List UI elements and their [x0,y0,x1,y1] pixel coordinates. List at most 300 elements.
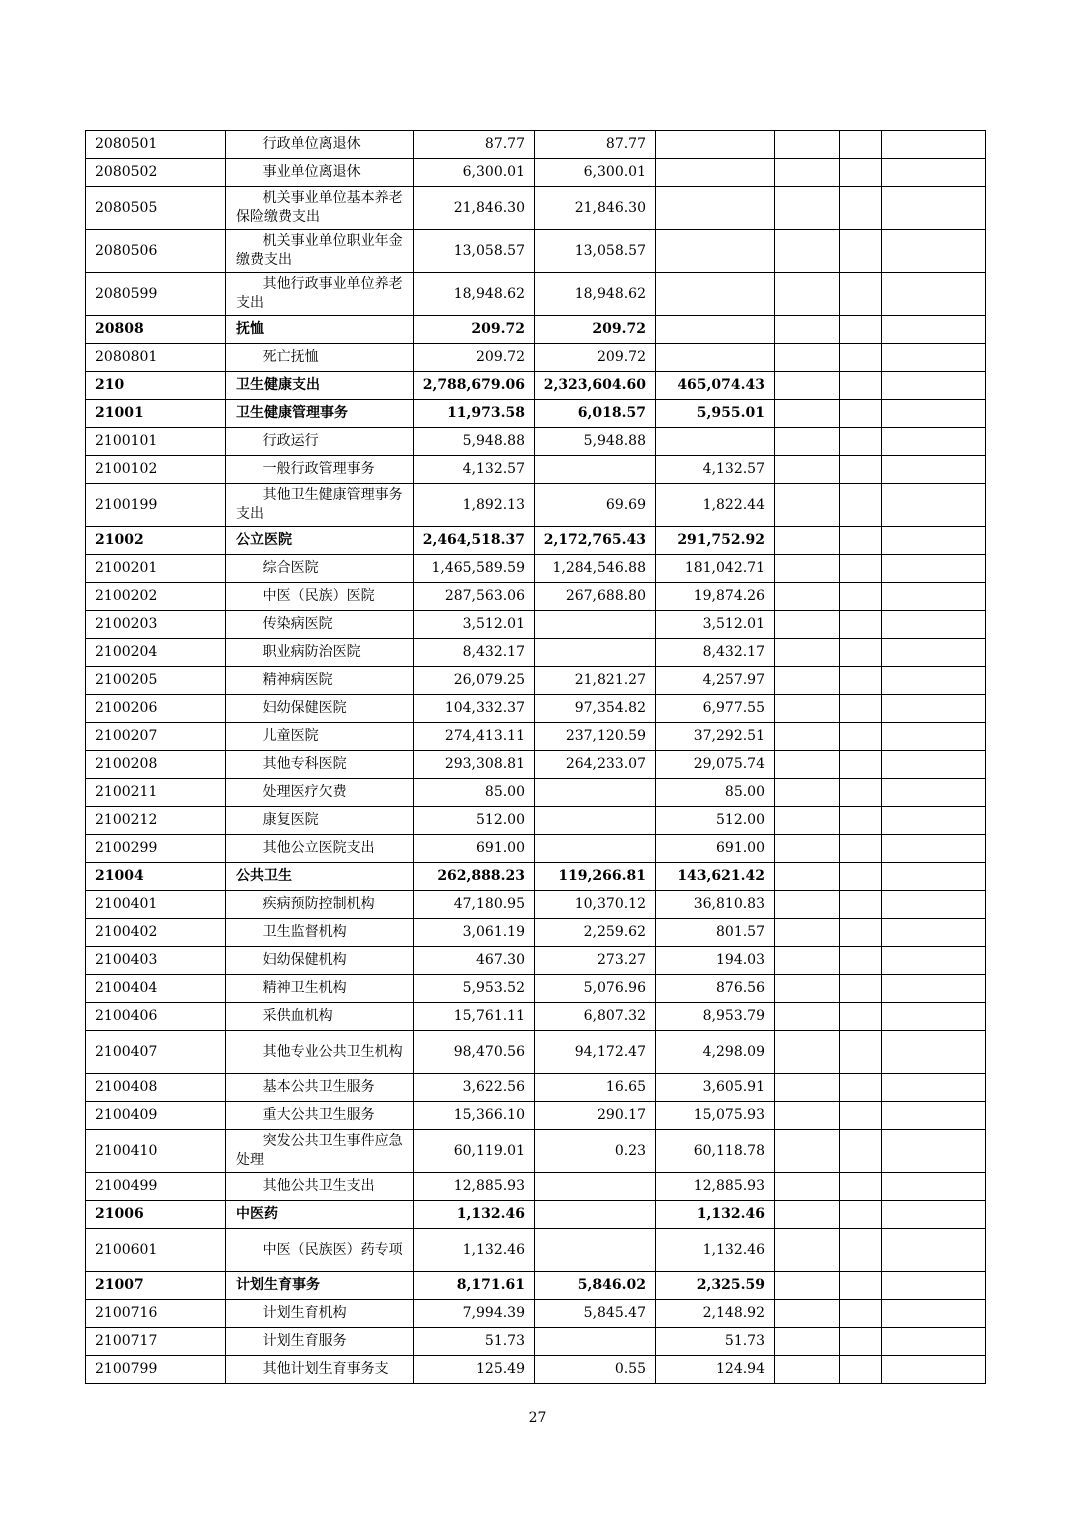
cell-empty [882,527,986,555]
cell-basic-expenditure: 5,846.02 [535,1272,656,1300]
cell-project-expenditure: 36,810.83 [656,891,775,919]
cell-code: 2100406 [86,1003,226,1031]
cell-project-expenditure: 291,752.92 [656,527,775,555]
cell-empty [840,273,882,316]
cell-name: 中医（民族）医院 [226,583,414,611]
cell-empty [882,316,986,344]
cell-basic-expenditure: 267,688.80 [535,583,656,611]
cell-project-expenditure: 2,325.59 [656,1272,775,1300]
cell-total: 47,180.95 [414,891,535,919]
cell-name: 其他专业公共卫生机构 [226,1031,414,1074]
table-row [86,975,986,1003]
cell-code: 2100407 [86,1031,226,1074]
cell-basic-expenditure: 1,284,546.88 [535,555,656,583]
cell-empty [775,751,840,779]
cell-project-expenditure: 37,292.51 [656,723,775,751]
cell-empty [775,1328,840,1356]
cell-empty [882,807,986,835]
cell-code: 2100716 [86,1300,226,1328]
cell-name: 机关事业单位基本养老保险缴费支出 [226,187,414,230]
cell-empty [882,1173,986,1201]
cell-name: 基本公共卫生服务 [226,1074,414,1102]
cell-code: 2100409 [86,1102,226,1130]
cell-project-expenditure: 12,885.93 [656,1173,775,1201]
cell-code: 210 [86,372,226,400]
cell-total: 125.49 [414,1356,535,1384]
cell-empty [882,1003,986,1031]
table-row-category [86,1272,986,1300]
cell-empty [882,131,986,159]
cell-code: 2100204 [86,639,226,667]
cell-code: 2100410 [86,1130,226,1173]
cell-total: 6,300.01 [414,159,535,187]
cell-empty [882,583,986,611]
cell-project-expenditure: 8,432.17 [656,639,775,667]
cell-project-expenditure [656,131,775,159]
cell-empty [882,863,986,891]
cell-empty [840,583,882,611]
cell-name: 采供血机构 [226,1003,414,1031]
cell-name: 其他行政事业单位养老支出 [226,273,414,316]
cell-total: 60,119.01 [414,1130,535,1173]
cell-name: 一般行政管理事务 [226,456,414,484]
cell-basic-expenditure: 264,233.07 [535,751,656,779]
cell-total: 287,563.06 [414,583,535,611]
cell-empty [775,891,840,919]
cell-empty [775,187,840,230]
cell-code: 2100208 [86,751,226,779]
cell-basic-expenditure: 209.72 [535,344,656,372]
table-row [86,583,986,611]
cell-basic-expenditure: 6,807.32 [535,1003,656,1031]
cell-total: 15,366.10 [414,1102,535,1130]
cell-name: 公立医院 [226,527,414,555]
cell-empty [840,1272,882,1300]
cell-basic-expenditure [535,639,656,667]
table-row [86,1300,986,1328]
cell-empty [882,400,986,428]
cell-empty [840,723,882,751]
cell-basic-expenditure: 16.65 [535,1074,656,1102]
cell-basic-expenditure: 94,172.47 [535,1031,656,1074]
cell-empty [775,159,840,187]
cell-empty [775,428,840,456]
cell-empty [840,779,882,807]
cell-empty [775,1003,840,1031]
cell-code: 2100717 [86,1328,226,1356]
cell-empty [840,1102,882,1130]
cell-basic-expenditure [535,779,656,807]
cell-name: 其他卫生健康管理事务支出 [226,484,414,527]
table-row [86,484,986,527]
cell-empty [775,807,840,835]
cell-basic-expenditure: 0.55 [535,1356,656,1384]
cell-empty [840,863,882,891]
cell-empty [775,527,840,555]
cell-basic-expenditure [535,1173,656,1201]
cell-basic-expenditure: 87.77 [535,131,656,159]
table-row [86,230,986,273]
cell-code: 2100601 [86,1229,226,1272]
cell-name: 机关事业单位职业年金缴费支出 [226,230,414,273]
cell-code: 2100199 [86,484,226,527]
cell-project-expenditure: 5,955.01 [656,400,775,428]
cell-project-expenditure: 85.00 [656,779,775,807]
table-row [86,1130,986,1173]
cell-basic-expenditure: 273.27 [535,947,656,975]
cell-empty [840,1003,882,1031]
cell-empty [882,159,986,187]
cell-total: 3,622.56 [414,1074,535,1102]
cell-basic-expenditure: 290.17 [535,1102,656,1130]
cell-name: 处理医疗欠费 [226,779,414,807]
cell-total: 2,788,679.06 [414,372,535,400]
table-body [86,131,986,1384]
cell-code: 21004 [86,863,226,891]
cell-empty [882,456,986,484]
cell-name: 行政运行 [226,428,414,456]
cell-code: 20808 [86,316,226,344]
cell-basic-expenditure [535,835,656,863]
cell-empty [840,891,882,919]
cell-project-expenditure: 3,605.91 [656,1074,775,1102]
cell-basic-expenditure [535,611,656,639]
table-row-category [86,316,986,344]
cell-basic-expenditure: 237,120.59 [535,723,656,751]
cell-basic-expenditure: 13,058.57 [535,230,656,273]
table-row [86,187,986,230]
cell-name: 公共卫生 [226,863,414,891]
cell-empty [775,1173,840,1201]
cell-total: 274,413.11 [414,723,535,751]
table-row [86,131,986,159]
cell-project-expenditure: 2,148.92 [656,1300,775,1328]
cell-total: 13,058.57 [414,230,535,273]
cell-project-expenditure: 691.00 [656,835,775,863]
cell-name: 中医药 [226,1201,414,1229]
cell-empty [840,947,882,975]
cell-name: 事业单位离退休 [226,159,414,187]
cell-empty [775,230,840,273]
cell-project-expenditure: 4,298.09 [656,1031,775,1074]
cell-empty [882,344,986,372]
cell-empty [840,835,882,863]
cell-total: 5,953.52 [414,975,535,1003]
cell-code: 2100299 [86,835,226,863]
cell-name: 其他计划生育事务支 [226,1356,414,1384]
cell-name: 中医（民族医）药专项 [226,1229,414,1272]
cell-empty [840,975,882,1003]
cell-name: 综合医院 [226,555,414,583]
cell-total: 87.77 [414,131,535,159]
table-row [86,555,986,583]
budget-expenditure-table [85,130,986,1384]
cell-empty [882,919,986,947]
cell-empty [882,611,986,639]
cell-empty [882,947,986,975]
cell-project-expenditure: 181,042.71 [656,555,775,583]
cell-empty [775,1300,840,1328]
cell-project-expenditure: 8,953.79 [656,1003,775,1031]
cell-empty [775,1229,840,1272]
cell-name: 计划生育事务 [226,1272,414,1300]
cell-name: 疾病预防控制机构 [226,891,414,919]
cell-project-expenditure: 3,512.01 [656,611,775,639]
cell-empty [775,1130,840,1173]
cell-code: 2100207 [86,723,226,751]
table-row [86,428,986,456]
cell-empty [775,863,840,891]
cell-empty [775,372,840,400]
cell-total: 1,132.46 [414,1201,535,1229]
cell-empty [775,947,840,975]
table-row [86,751,986,779]
cell-basic-expenditure: 97,354.82 [535,695,656,723]
table-row [86,611,986,639]
cell-empty [840,1130,882,1173]
cell-empty [840,230,882,273]
cell-name: 精神卫生机构 [226,975,414,1003]
cell-empty [775,919,840,947]
cell-empty [840,1328,882,1356]
cell-empty [882,1031,986,1074]
cell-empty [775,316,840,344]
cell-empty [840,555,882,583]
cell-name: 重大公共卫生服务 [226,1102,414,1130]
cell-empty [882,1272,986,1300]
cell-total: 98,470.56 [414,1031,535,1074]
cell-empty [840,1173,882,1201]
cell-code: 2100401 [86,891,226,919]
cell-empty [840,131,882,159]
cell-empty [882,639,986,667]
cell-project-expenditure [656,159,775,187]
cell-total: 8,432.17 [414,639,535,667]
cell-basic-expenditure: 5,076.96 [535,975,656,1003]
cell-empty [775,1272,840,1300]
cell-name: 妇幼保健机构 [226,947,414,975]
cell-empty [882,891,986,919]
cell-project-expenditure: 19,874.26 [656,583,775,611]
cell-basic-expenditure [535,1229,656,1272]
cell-name: 计划生育机构 [226,1300,414,1328]
cell-code: 2100203 [86,611,226,639]
cell-empty [775,1074,840,1102]
cell-total: 3,061.19 [414,919,535,947]
cell-basic-expenditure: 0.23 [535,1130,656,1173]
cell-total: 21,846.30 [414,187,535,230]
cell-basic-expenditure: 2,323,604.60 [535,372,656,400]
cell-basic-expenditure: 5,845.47 [535,1300,656,1328]
cell-basic-expenditure: 119,266.81 [535,863,656,891]
cell-total: 262,888.23 [414,863,535,891]
cell-empty [882,1074,986,1102]
cell-name: 职业病防治医院 [226,639,414,667]
table-row [86,1003,986,1031]
cell-project-expenditure: 60,118.78 [656,1130,775,1173]
cell-total: 512.00 [414,807,535,835]
cell-name: 妇幼保健医院 [226,695,414,723]
cell-project-expenditure: 1,822.44 [656,484,775,527]
cell-name: 抚恤 [226,316,414,344]
cell-total: 12,885.93 [414,1173,535,1201]
cell-code: 2100403 [86,947,226,975]
cell-total: 18,948.62 [414,273,535,316]
cell-empty [840,751,882,779]
cell-code: 2100408 [86,1074,226,1102]
cell-project-expenditure: 801.57 [656,919,775,947]
cell-empty [840,187,882,230]
cell-basic-expenditure: 18,948.62 [535,273,656,316]
cell-project-expenditure: 465,074.43 [656,372,775,400]
cell-empty [775,456,840,484]
cell-code: 2080599 [86,273,226,316]
cell-code: 2080801 [86,344,226,372]
table-row [86,891,986,919]
cell-empty [882,751,986,779]
table-row [86,456,986,484]
cell-empty [840,695,882,723]
cell-empty [882,1229,986,1272]
table-row [86,807,986,835]
cell-code: 2080506 [86,230,226,273]
cell-empty [775,667,840,695]
cell-empty [882,187,986,230]
cell-project-expenditure: 4,132.57 [656,456,775,484]
cell-name: 突发公共卫生事件应急处理 [226,1130,414,1173]
table-row [86,1031,986,1074]
cell-empty [775,1201,840,1229]
table-row [86,1102,986,1130]
table-row [86,1356,986,1384]
cell-total: 4,132.57 [414,456,535,484]
cell-code: 2100799 [86,1356,226,1384]
cell-empty [775,400,840,428]
cell-total: 26,079.25 [414,667,535,695]
cell-empty [840,428,882,456]
cell-code: 21007 [86,1272,226,1300]
cell-total: 85.00 [414,779,535,807]
cell-empty [882,1328,986,1356]
cell-project-expenditure [656,344,775,372]
cell-code: 2100201 [86,555,226,583]
cell-project-expenditure: 194.03 [656,947,775,975]
cell-empty [840,316,882,344]
cell-code: 2080505 [86,187,226,230]
cell-empty [882,779,986,807]
cell-empty [882,835,986,863]
table-row [86,1074,986,1102]
cell-total: 467.30 [414,947,535,975]
cell-project-expenditure [656,230,775,273]
cell-total: 1,132.46 [414,1229,535,1272]
cell-project-expenditure: 124.94 [656,1356,775,1384]
cell-empty [775,639,840,667]
cell-total: 1,465,589.59 [414,555,535,583]
cell-basic-expenditure [535,807,656,835]
cell-basic-expenditure: 6,018.57 [535,400,656,428]
cell-code: 2080501 [86,131,226,159]
cell-empty [882,695,986,723]
cell-project-expenditure: 29,075.74 [656,751,775,779]
cell-project-expenditure [656,428,775,456]
table-row [86,723,986,751]
cell-project-expenditure [656,316,775,344]
cell-empty [882,372,986,400]
table-row [86,919,986,947]
cell-total: 2,464,518.37 [414,527,535,555]
cell-empty [882,273,986,316]
cell-empty [775,273,840,316]
cell-total: 209.72 [414,316,535,344]
cell-total: 8,171.61 [414,1272,535,1300]
cell-empty [775,555,840,583]
table-row-category [86,1201,986,1229]
cell-empty [775,611,840,639]
cell-empty [775,835,840,863]
cell-name: 计划生育服务 [226,1328,414,1356]
cell-empty [882,723,986,751]
cell-empty [775,723,840,751]
table-row-category [86,372,986,400]
cell-name: 行政单位离退休 [226,131,414,159]
cell-code: 2100205 [86,667,226,695]
cell-basic-expenditure [535,1201,656,1229]
cell-empty [840,611,882,639]
cell-total: 15,761.11 [414,1003,535,1031]
cell-code: 21002 [86,527,226,555]
cell-name: 精神病医院 [226,667,414,695]
cell-code: 21006 [86,1201,226,1229]
cell-empty [840,344,882,372]
cell-basic-expenditure [535,1328,656,1356]
cell-empty [840,1074,882,1102]
cell-basic-expenditure: 21,846.30 [535,187,656,230]
cell-name: 传染病医院 [226,611,414,639]
cell-total: 7,994.39 [414,1300,535,1328]
cell-project-expenditure: 143,621.42 [656,863,775,891]
cell-total: 5,948.88 [414,428,535,456]
cell-empty [882,230,986,273]
cell-empty [882,1102,986,1130]
cell-project-expenditure [656,187,775,230]
cell-basic-expenditure: 6,300.01 [535,159,656,187]
cell-total: 51.73 [414,1328,535,1356]
cell-empty [775,1102,840,1130]
table-row [86,344,986,372]
cell-empty [775,344,840,372]
cell-basic-expenditure: 5,948.88 [535,428,656,456]
cell-name: 康复医院 [226,807,414,835]
cell-empty [840,484,882,527]
cell-empty [840,400,882,428]
cell-empty [882,555,986,583]
cell-empty [775,583,840,611]
cell-empty [840,1356,882,1384]
cell-empty [840,527,882,555]
table-row [86,1229,986,1272]
cell-name: 其他公立医院支出 [226,835,414,863]
cell-name: 其他专科医院 [226,751,414,779]
cell-basic-expenditure [535,456,656,484]
table-row [86,695,986,723]
cell-empty [882,428,986,456]
cell-name: 死亡抚恤 [226,344,414,372]
cell-empty [775,975,840,1003]
cell-project-expenditure: 4,257.97 [656,667,775,695]
cell-name: 卫生健康支出 [226,372,414,400]
cell-basic-expenditure: 2,172,765.43 [535,527,656,555]
